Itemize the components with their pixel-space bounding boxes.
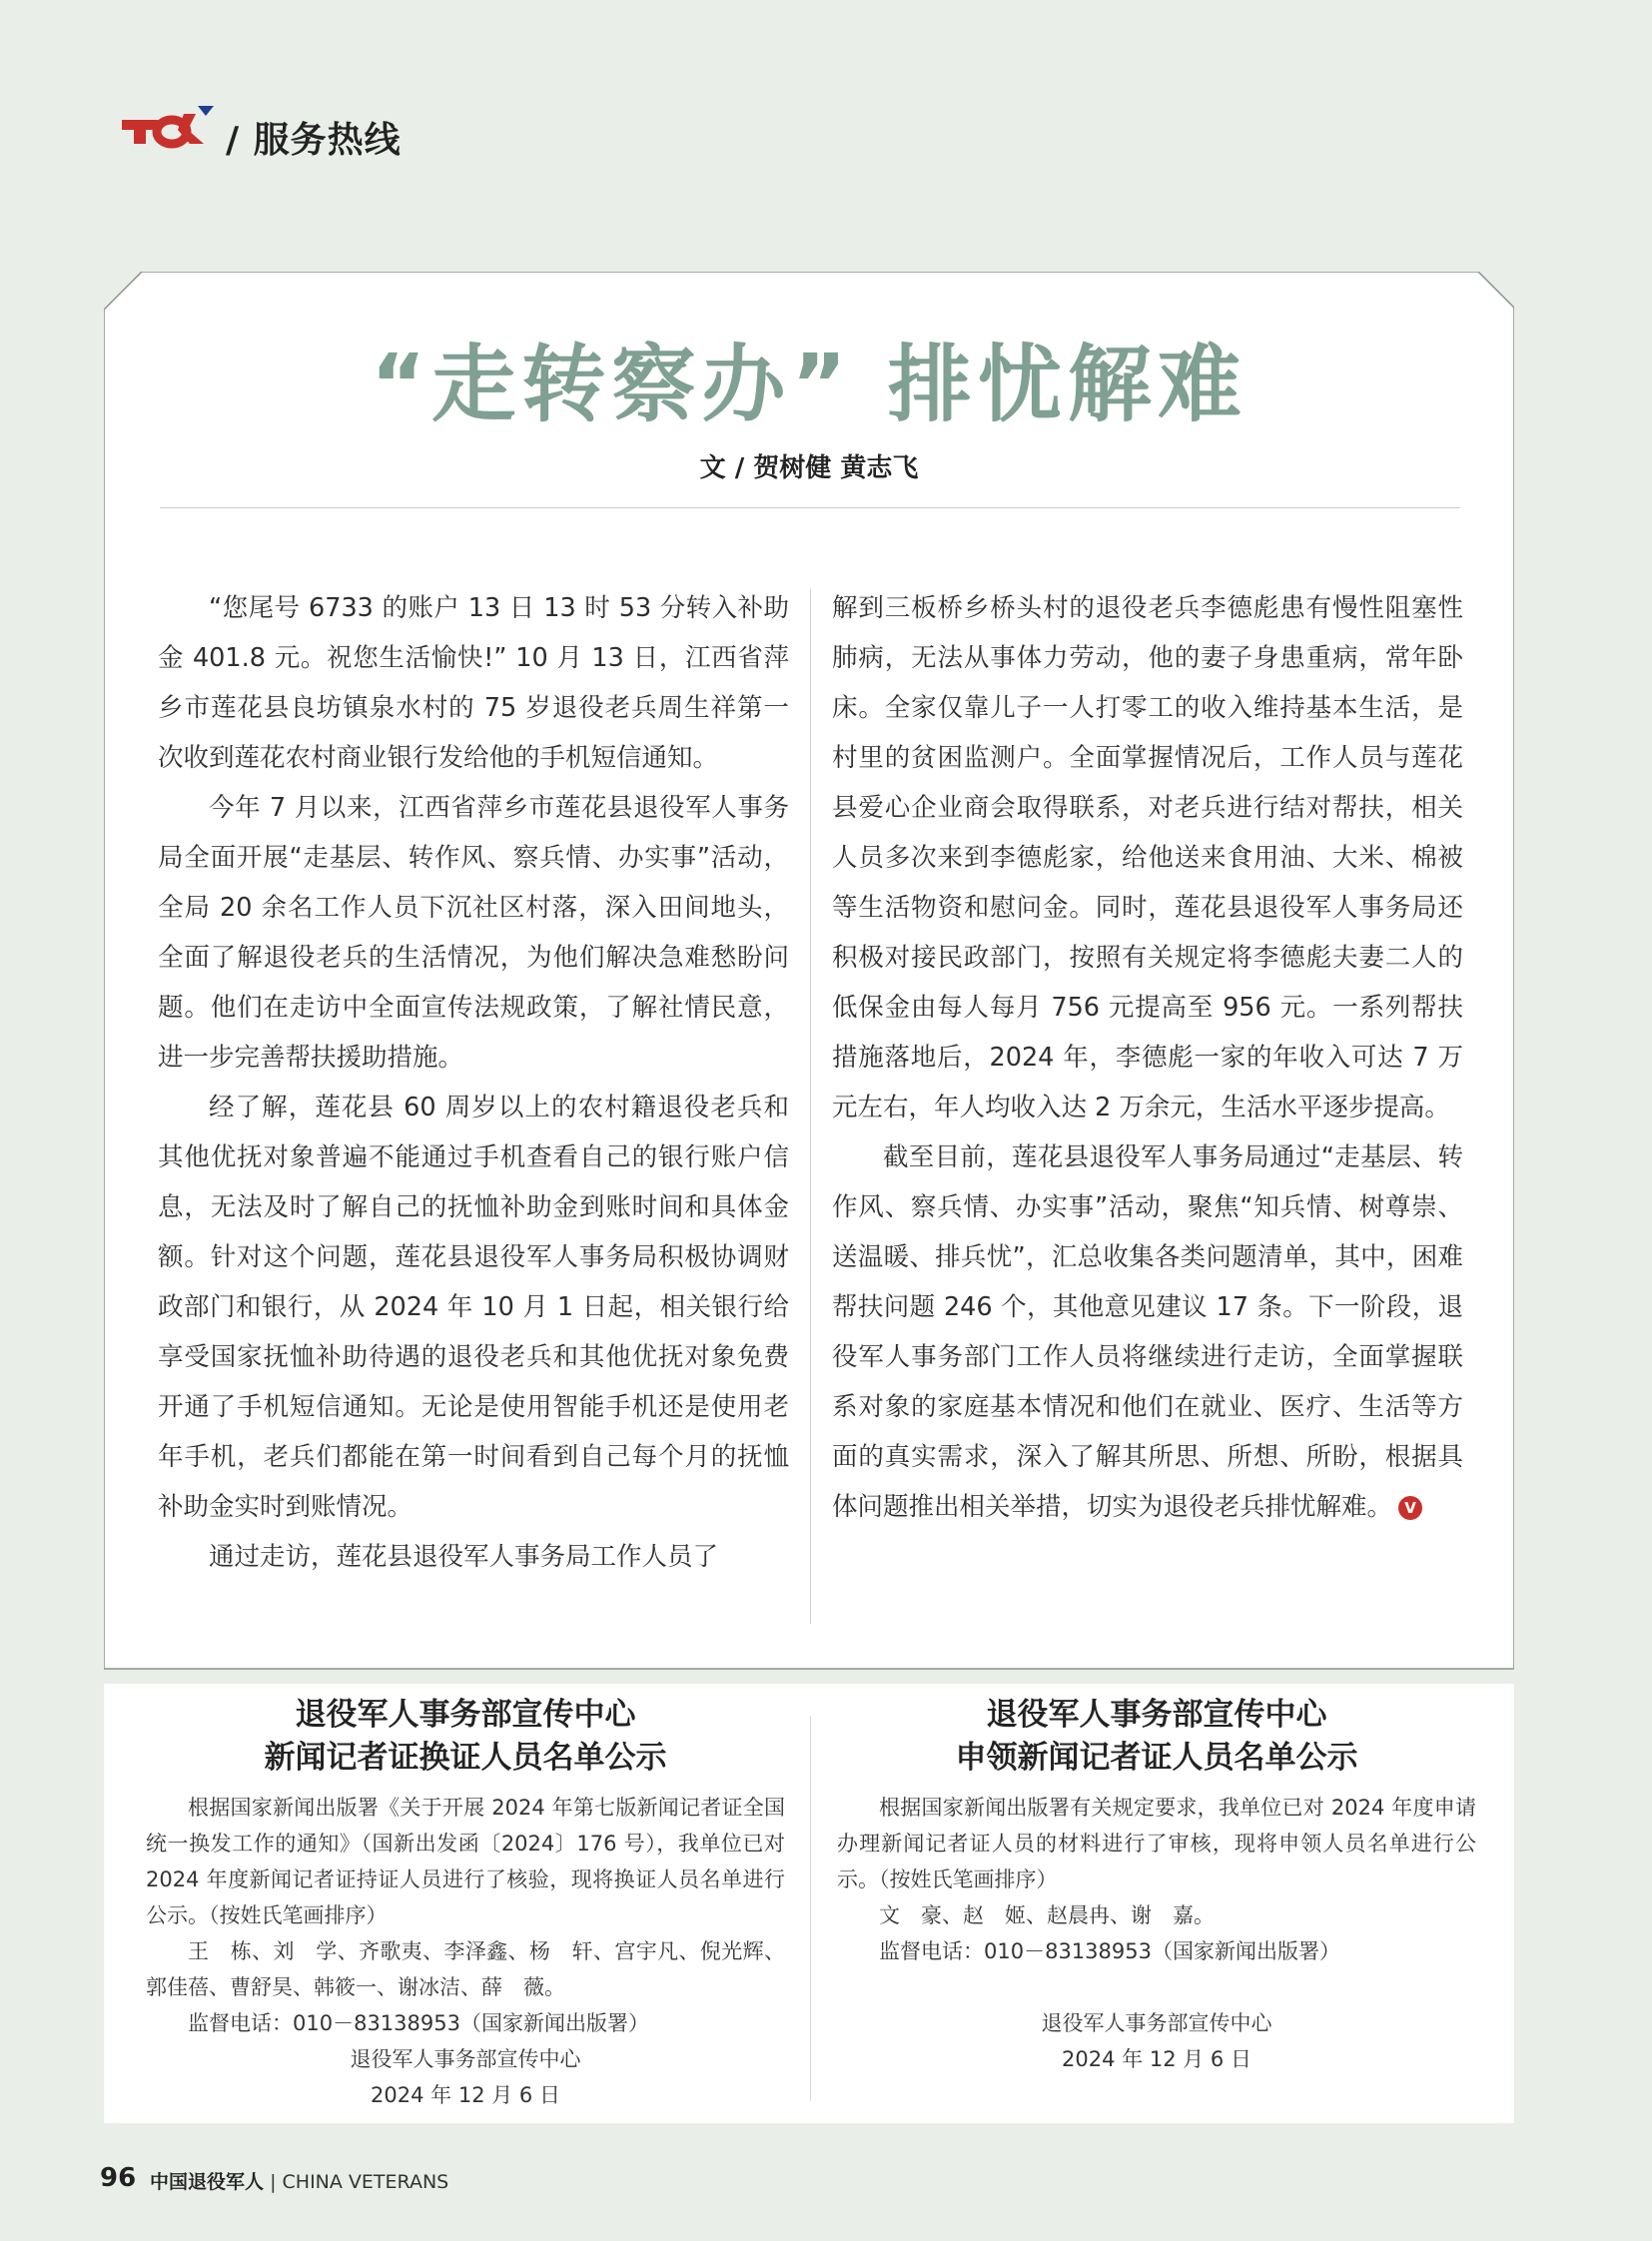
paragraph: 今年 7 月以来，江西省萍乡市莲花县退役军人事务局全面开展“走基层、转作风、察兵情、办实事”活动，全局 20 余名工作人员下沉社区村落，深入田间地头，全面了解退役老兵的生活情况，为他们解决急难愁盼问题。他们在走访中全面宣传法规政策，了解社情民意，进一步完善帮扶援助措施。 [158,793,789,1073]
magazine-name-cn: 中国退役军人 [150,2171,265,2193]
notice-title-line: 新闻记者证换证人员名单公示 [264,1740,667,1776]
notice-title-line: 申领新闻记者证人员名单公示 [955,1740,1358,1776]
notice-title-line: 退役军人事务部宣传中心 [295,1697,636,1733]
paragraph: 通过走访，莲花县退役军人事务局工作人员了 [209,1542,719,1572]
article-title: “走转察办” 排忧解难 [371,336,1247,433]
magazine-logo [118,100,218,156]
notice-body: 根据国家新闻出版署《关于开展 2024 年第七版新闻记者证全国统一换发工作的通知》（国新出发函〔2024〕176 号），我单位已对 2024 年度新闻记者证持证人员进行了核验，现将换证人员名单进行公示。（按姓氏笔画排序） [146,1796,785,1927]
notice-right [837,1694,1476,2077]
notice-title-line: 退役军人事务部宣传中心 [986,1697,1327,1733]
section-title: / 服务热线 [226,120,402,161]
page-number: 96 [100,2163,137,2193]
notice-date: 2024 年 12 月 6 日 [1062,2047,1251,2071]
notice-left [146,1694,785,2113]
notice-date: 2024 年 12 月 6 日 [371,2083,560,2107]
paragraph: “您尾号 6733 的账户 13 日 13 时 53 分转入补助金 401.8 元。祝您生活愉快!” 10 月 13 日，江西省萍乡市莲花县良坊镇泉水村的 75 岁退役老兵周生祥第一次收到莲花农村商业银行发给他的手机短信通知。 [158,593,789,773]
magazine-name-en: CHINA VETERANS [282,2171,449,2193]
paragraph-continuation: 解到三板桥乡桥头村的退役老兵李德彪患有慢性阻塞性肺病，无法从事体力劳动，他的妻子身患重病，常年卧床。全家仅靠儿子一人打零工的收入维持基本生活，是村里的贫困监测户。全面掌握情况后，工作人员与莲花县爱心企业商会取得联系，对老兵进行结对帮扶，相关人员多次来到李德彪家，给他送来食用油、大米、棉被等生活物资和慰问金。同时，莲花县退役军人事务局还积极对接民政部门，按照有关规定将李德彪夫妻二人的低保金由每人每月 756 元提高至 956 元。一系列帮扶措施落地后，2024 年，李德彪一家的年收入可达 7 万元左右，年人均收入达 2 万余元，生活水平逐步提高。 [832,593,1463,1122]
notice-title [837,1694,1476,1780]
notice-phone: 监督电话：010－83138953（国家新闻出版署） [188,2011,649,2035]
notice-names: 文 豪、赵 姬、赵晨冉、谢 嘉。 [879,1903,1215,1927]
title-divider [160,507,1460,508]
notice-names: 王 栋、刘 学、齐歌夷、李泽鑫、杨 轩、宫宇凡、倪光辉、郭佳蓓、曹舒昊、韩筱一、谢冰洁、薛 薇。 [146,1939,785,1999]
notice-signature: 退役军人事务部宣传中心 [1041,2011,1272,2035]
notice-divider [810,1716,811,2101]
notice-phone: 监督电话：010－83138953（国家新闻出版署） [879,1939,1340,1963]
column-divider [810,589,811,1624]
notice-signature: 退役军人事务部宣传中心 [350,2047,581,2071]
article-column-left [158,583,789,1582]
notice-title [146,1694,785,1780]
notice-body: 根据国家新闻出版署有关规定要求，我单位已对 2024 年度申请办理新闻记者证人员的材料进行了审核，现将申领人员名单进行公示。（按姓氏笔画排序） [837,1796,1476,1891]
paragraph-text: 截至目前，莲花县退役军人事务局通过“走基层、转作风、察兵情、办实事”活动，聚焦“知兵情、树尊崇、送温暖、排兵忧”，汇总收集各类问题清单，其中，困难帮扶问题 246 个，其他意见建议 17 条。下一阶段，退役军人事务部门工作人员将继续进行走访，全面掌握联系对象的家庭基本情况和他们在就业、医疗、生活等方面的真实需求，深入了解其所思、所想、所盼，根据具体问题推出相关举措，切实为退役老兵排忧解难。 [832,1142,1463,1522]
article-column-right [832,583,1463,1532]
paragraph: 经了解，莲花县 60 周岁以上的农村籍退役老兵和其他优抚对象普遍不能通过手机查看自己的银行账户信息，无法及时了解自己的抚恤补助金到账时间和具体金额。针对这个问题，莲花县退役军人事务局积极协调财政部门和银行，从 2024 年 10 月 1 日起，相关银行给享受国家抚恤补助待遇的退役老兵和其他优抚对象免费开通了手机短信通知。无论是使用智能手机还是使用老年手机，老兵们都能在第一时间看到自己每个月的抚恤补助金实时到账情况。 [158,1093,789,1522]
magazine-name [150,2167,448,2194]
paragraph [832,1132,1463,1532]
footer-separator: | [270,2171,277,2193]
end-mark-icon: V [1398,1496,1422,1520]
article-byline: 文 / 贺树健 黄志飞 [699,453,919,483]
